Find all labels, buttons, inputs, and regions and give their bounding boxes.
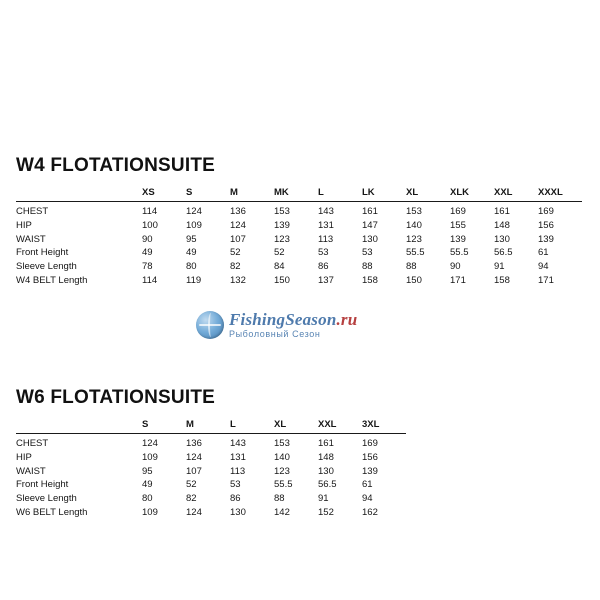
row-label-front-height: Front Height [16, 479, 69, 491]
cell-value: 124 [186, 506, 202, 518]
cell-value: 94 [538, 261, 549, 273]
cell-value: 119 [186, 274, 202, 286]
cell-value: 80 [186, 261, 197, 273]
cell-value: 130 [362, 233, 378, 245]
cell-value: 90 [450, 261, 461, 273]
cell-value: 56.5 [318, 479, 337, 491]
table-row [16, 464, 406, 478]
column-header-m: M [186, 419, 230, 434]
column-header-lk: LK [362, 187, 406, 202]
cell-value: 148 [494, 219, 510, 231]
cell-value: 52 [186, 479, 197, 491]
cell-value: 88 [274, 493, 285, 505]
cell-value: 107 [230, 233, 246, 245]
cell-value: 152 [318, 506, 334, 518]
column-header-l: L [318, 187, 362, 202]
table-row [16, 434, 406, 451]
column-header-xxxl: XXXL [538, 187, 582, 202]
table-corner-cell [16, 419, 142, 434]
cell-value: 95 [142, 465, 153, 477]
cell-value: 140 [274, 451, 290, 463]
cell-value: 156 [538, 219, 554, 231]
cell-value: 61 [362, 479, 373, 491]
cell-value: 82 [230, 261, 241, 273]
cell-value: 169 [538, 206, 554, 217]
column-header-xxl: XXL [318, 419, 362, 434]
cell-value: 113 [230, 465, 246, 477]
table-header-row [16, 419, 406, 434]
cell-value: 171 [450, 274, 466, 286]
column-header-xl: XL [406, 187, 450, 202]
cell-value: 49 [186, 247, 197, 259]
watermark [196, 306, 412, 344]
row-label-hip: HIP [16, 451, 32, 463]
cell-value: 123 [274, 233, 290, 245]
cell-value: 136 [186, 438, 202, 449]
cell-value: 156 [362, 451, 378, 463]
column-header-s: S [186, 187, 230, 202]
table-row [16, 202, 582, 219]
cell-value: 153 [406, 206, 422, 217]
cell-value: 88 [406, 261, 417, 273]
cell-value: 158 [494, 274, 510, 286]
table-row [16, 232, 582, 246]
table-row [16, 260, 582, 274]
globe-icon [196, 311, 224, 339]
table-row [16, 478, 406, 492]
column-header-xs: XS [142, 187, 186, 202]
cell-value: 80 [142, 493, 153, 505]
cell-value: 86 [230, 493, 241, 505]
cell-value: 88 [362, 261, 373, 273]
watermark-subtitle: Рыболовный Сезон [229, 328, 321, 339]
cell-value: 114 [142, 274, 158, 286]
cell-value: 132 [230, 274, 246, 286]
cell-value: 139 [362, 465, 378, 477]
table-row [16, 246, 582, 260]
cell-value: 137 [318, 274, 334, 286]
cell-value: 150 [274, 274, 290, 286]
cell-value: 155 [450, 219, 466, 231]
cell-value: 78 [142, 261, 153, 273]
row-label-hip: HIP [16, 219, 32, 231]
cell-value: 143 [318, 206, 334, 217]
cell-value: 49 [142, 247, 153, 259]
cell-value: 139 [450, 233, 466, 245]
column-header-l: L [230, 419, 274, 434]
cell-value: 53 [230, 479, 241, 491]
cell-value: 109 [186, 219, 202, 231]
cell-value: 171 [538, 274, 554, 286]
cell-value: 123 [274, 465, 290, 477]
cell-value: 169 [450, 206, 466, 217]
cell-value: 82 [186, 493, 197, 505]
table-header-row [16, 187, 582, 202]
cell-value: 124 [230, 219, 246, 231]
cell-value: 124 [186, 451, 202, 463]
size-chart-section-w6 [16, 387, 584, 519]
cell-value: 55.5 [274, 479, 293, 491]
cell-value: 109 [142, 506, 158, 518]
cell-value: 148 [318, 451, 334, 463]
watermark-brand [229, 311, 357, 329]
table-row [16, 492, 406, 506]
cell-value: 94 [362, 493, 373, 505]
cell-value: 130 [318, 465, 334, 477]
cell-value: 52 [274, 247, 285, 259]
cell-value: 143 [230, 438, 246, 449]
cell-value: 150 [406, 274, 422, 286]
row-label-belt-length: W6 BELT Length [16, 506, 88, 518]
cell-value: 107 [186, 465, 202, 477]
cell-value: 130 [230, 506, 246, 518]
cell-value: 61 [538, 247, 549, 259]
cell-value: 55.5 [406, 247, 425, 259]
row-label-waist: WAIST [16, 465, 46, 477]
cell-value: 91 [494, 261, 505, 273]
cell-value: 147 [362, 219, 378, 231]
cell-value: 136 [230, 206, 246, 217]
cell-value: 130 [494, 233, 510, 245]
row-label-sleeve-length: Sleeve Length [16, 493, 77, 505]
cell-value: 53 [318, 247, 329, 259]
row-label-front-height: Front Height [16, 247, 69, 259]
column-header-xl: XL [274, 419, 318, 434]
cell-value: 56.5 [494, 247, 513, 259]
watermark-brand-name: FishingSeason [229, 309, 337, 329]
table-row [16, 506, 406, 520]
cell-value: 52 [230, 247, 241, 259]
section-title-w4: W4 FLOTATIONSUITE [16, 155, 216, 176]
cell-value: 113 [318, 233, 334, 245]
cell-value: 158 [362, 274, 378, 286]
cell-value: 86 [318, 261, 329, 273]
row-label-waist: WAIST [16, 233, 46, 245]
cell-value: 153 [274, 206, 290, 217]
cell-value: 95 [186, 233, 197, 245]
cell-value: 161 [362, 206, 378, 217]
table-row [16, 450, 406, 464]
size-table-w6 [16, 419, 406, 519]
cell-value: 123 [406, 233, 422, 245]
table-row [16, 274, 582, 288]
row-label-chest: CHEST [16, 206, 49, 217]
cell-value: 139 [274, 219, 290, 231]
size-table-w4 [16, 187, 582, 287]
row-label-chest: CHEST [16, 438, 49, 449]
column-header-3xl: 3XL [362, 419, 406, 434]
cell-value: 114 [142, 206, 158, 217]
row-label-belt-length: W4 BELT Length [16, 274, 88, 286]
cell-value: 139 [538, 233, 554, 245]
cell-value: 84 [274, 261, 285, 273]
cell-value: 124 [186, 206, 202, 217]
row-label-sleeve-length: Sleeve Length [16, 261, 77, 273]
cell-value: 169 [362, 438, 378, 449]
cell-value: 109 [142, 451, 158, 463]
watermark-brand-tld: .ru [336, 309, 358, 329]
column-header-s: S [142, 419, 186, 434]
table-corner-cell [16, 187, 142, 202]
cell-value: 90 [142, 233, 153, 245]
cell-value: 153 [274, 438, 290, 449]
section-title-w6: W6 FLOTATIONSUITE [16, 387, 216, 408]
cell-value: 49 [142, 479, 153, 491]
cell-value: 53 [362, 247, 373, 259]
cell-value: 142 [274, 506, 290, 518]
cell-value: 55.5 [450, 247, 469, 259]
cell-value: 124 [142, 438, 158, 449]
cell-value: 131 [318, 219, 334, 231]
table-row [16, 218, 582, 232]
cell-value: 100 [142, 219, 158, 231]
cell-value: 161 [494, 206, 510, 217]
size-chart-section-w4 [16, 155, 584, 287]
cell-value: 162 [362, 506, 378, 518]
cell-value: 161 [318, 438, 334, 449]
cell-value: 140 [406, 219, 422, 231]
column-header-mk: MK [274, 187, 318, 202]
watermark-text [229, 311, 357, 339]
column-header-xxl: XXL [494, 187, 538, 202]
cell-value: 131 [230, 451, 246, 463]
cell-value: 91 [318, 493, 329, 505]
column-header-m: M [230, 187, 274, 202]
column-header-xlk: XLK [450, 187, 494, 202]
